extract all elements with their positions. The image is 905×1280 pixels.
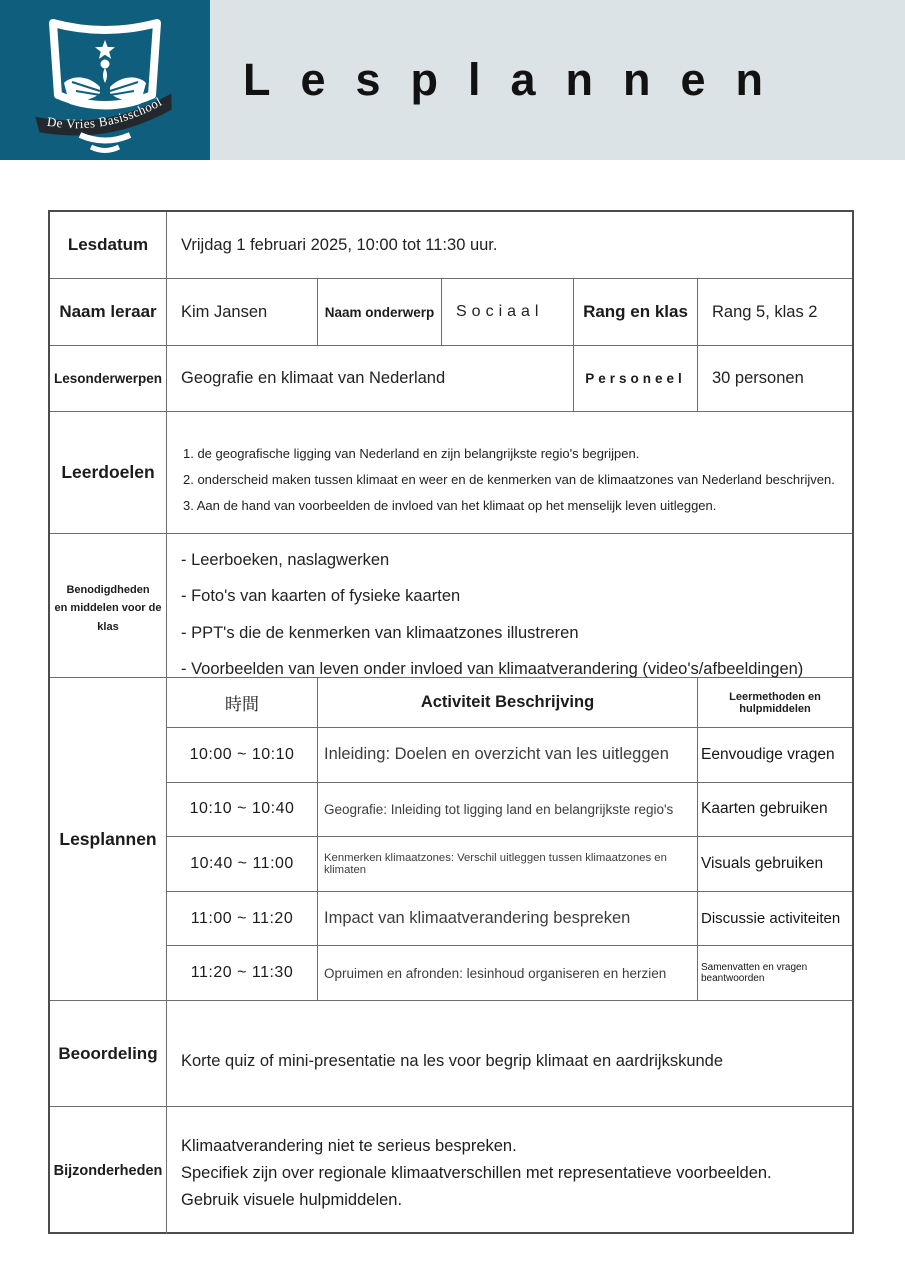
materials-label: Benodigdheden en middelen voor de klas [50, 534, 167, 684]
schedule-row: 10:40 ~ 11:00 Kenmerken klimaatzones: Verschil uitleggen tussen klimaatzones en klimaten Visuals gebruiken [167, 837, 852, 892]
row-materials [50, 534, 852, 678]
note-item: Gebruik visuele hulpmiddelen. [181, 1190, 403, 1209]
col-methods-header: Leermethoden en hulpmiddelen [729, 690, 821, 715]
row-schedule [50, 678, 852, 1001]
row-notes [50, 1107, 852, 1234]
material-item: - PPT's die de kenmerken van klimaatzones illustreren [181, 623, 579, 642]
material-item: - Foto's van kaarten of fysieke kaarten [181, 587, 461, 606]
material-item: - Voorbeelden van leven onder invloed van klimaatverandering (video's/afbeeldingen) [181, 660, 804, 679]
note-item: Klimaatverandering niet te serieus bespreken. [181, 1137, 517, 1156]
col-time-header: 時間 [167, 678, 318, 727]
goal-item: 3. Aan de hand van voorbeelden de invloed van het klimaat op het menselijk leven uitleggen. [183, 497, 717, 513]
schedule-header-row [167, 678, 852, 728]
header [0, 0, 905, 160]
subject-label: Naam onderwerp [318, 279, 442, 345]
schedule-table [167, 678, 852, 1000]
schedule-row: 10:10 ~ 10:40 Geografie: Inleiding tot ligging land en belangrijkste regio's Kaarten gebruiken [167, 783, 852, 838]
notes-content [167, 1107, 852, 1234]
school-name-text: De Vries Basisschool [46, 93, 165, 132]
rank-value: Rang 5, klas 2 [712, 302, 818, 321]
row-assessment [50, 1001, 852, 1107]
staff-label: Personeel [574, 346, 698, 411]
topics-label: Lesonderwerpen [50, 346, 167, 411]
lesson-plan-table [48, 210, 854, 1234]
material-item: - Leerboeken, naslagwerken [181, 551, 390, 569]
schedule-row: 11:00 ~ 11:20 Impact van klimaatverandering bespreken Discussie activiteiten [167, 892, 852, 947]
schedule-row: 11:20 ~ 11:30 Opruimen en afronden: lesinhoud organiseren en herzien Samenvatten en vragen beantwoorden [167, 946, 852, 1000]
notes-label: Bijzonderheden [50, 1107, 167, 1234]
page-title: Lesplannen [243, 54, 794, 105]
row-lesdatum [50, 212, 852, 279]
teacher-label: Naam leraar [50, 279, 167, 345]
goals-label: Leerdoelen [50, 412, 167, 533]
school-logo [0, 0, 210, 160]
row-teacher [50, 279, 852, 346]
col-activity-header: Activiteit Beschrijving [318, 678, 698, 727]
assessment-label: Beoordeling [50, 1001, 167, 1106]
materials-content [167, 534, 852, 684]
teacher-value: Kim Jansen [167, 279, 318, 345]
goals-content [167, 412, 852, 533]
staff-value: 30 personen [712, 369, 804, 387]
note-item: Specifiek zijn over regionale klimaatverschillen met representatieve voorbeelden. [181, 1164, 772, 1183]
row-goals [50, 412, 852, 534]
topics-value: Geografie en klimaat van Nederland [167, 346, 574, 411]
assessment-value: Korte quiz of mini-presentatie na les voor begrip klimaat en aardrijkskunde [181, 1052, 724, 1070]
subject-value: Sociaal [442, 279, 574, 345]
goal-item: 2. onderscheid maken tussen klimaat en weer en de kenmerken van de klimaatzones van Nederland beschrijven. [183, 471, 835, 487]
row-topics [50, 346, 852, 412]
lesdatum-value: Vrijdag 1 februari 2025, 10:00 tot 11:30 uur. [181, 235, 498, 254]
school-crest-icon [20, 5, 190, 155]
lesdatum-label: Lesdatum [50, 212, 167, 278]
schedule-label: Lesplannen [50, 678, 167, 1000]
rank-label: Rang en klas [574, 279, 698, 345]
schedule-row: 10:00 ~ 10:10 Inleiding: Doelen en overzicht van les uitleggen Eenvoudige vragen [167, 728, 852, 783]
goal-item: 1. de geografische ligging van Nederland en zijn belangrijkste regio's begrijpen. [183, 445, 640, 461]
